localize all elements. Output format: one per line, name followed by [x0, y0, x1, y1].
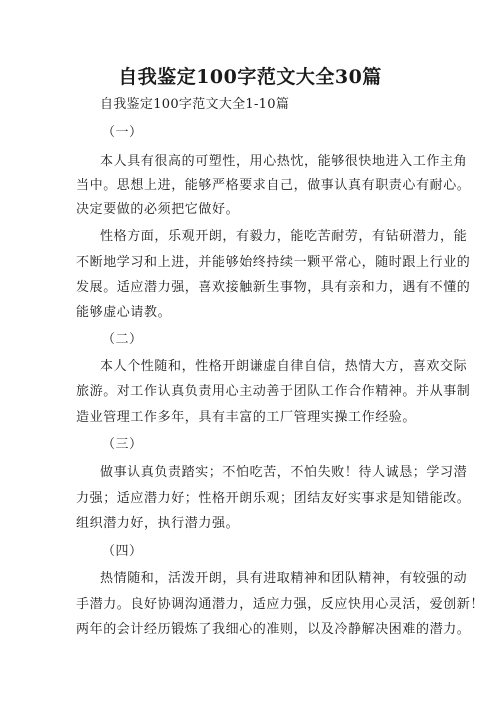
- paragraph-line: 两年的会计经历锻炼了我细心的准则，以及冷静解决困难的潜力。: [76, 622, 471, 637]
- document-title: 自我鉴定100字范文大全30篇: [118, 66, 382, 88]
- paragraph-line: 当中。思想上进，能够严格要求自己，做事认真有职责心有耐心。: [76, 178, 471, 193]
- paragraph-line: 能够虚心请教。: [76, 305, 172, 320]
- paragraph-line: 手潜力。良好协调沟通潜力，适应力强，反应快用心灵活，爱创新！: [76, 597, 485, 612]
- section-heading: （二）: [102, 332, 143, 347]
- paragraph-line: 本人具有很高的可塑性，用心热忱，能够很快地进入工作主角: [100, 154, 468, 169]
- document-subtitle: 自我鉴定100字范文大全1-10篇: [100, 97, 290, 112]
- section-heading: （四）: [102, 544, 143, 559]
- paragraph-line: 发展。适应潜力强，喜欢接触新生事物，具有亲和力，遇有不懂的: [76, 280, 471, 295]
- paragraph-line: 不断地学习和上进，并能够始终持续一颗平常心，随时跟上行业的: [76, 255, 471, 270]
- paragraph-line: 组织潜力好，执行潜力强。: [76, 516, 240, 531]
- paragraph-line: 造业管理工作多年，具有丰富的工厂管理实操工作经验。: [76, 410, 417, 425]
- paragraph-line: 旅游。对工作认真负责用心主动善于团队工作合作精神。并从事制: [76, 384, 471, 399]
- paragraph-line: 热情随和，活泼开朗，具有进取精神和团队精神，有较强的动: [100, 571, 468, 586]
- paragraph-line: 本人个性随和，性格开朗谦虚自律自信，热情大方，喜欢交际: [100, 359, 468, 374]
- paragraph-line: 力强；适应潜力好；性格开朗乐观；团结友好实事求是知错能改。: [76, 491, 471, 506]
- paragraph-line: 做事认真负责踏实；不怕吃苦，不怕失败！待人诚恳；学习潜: [100, 465, 468, 480]
- paragraph-line: 性格方面，乐观开朗，有毅力，能吃苦耐劳，有钻研潜力，能: [100, 229, 468, 244]
- section-heading: （一）: [102, 125, 143, 140]
- paragraph-line: 决定要做的必须把它做好。: [76, 202, 240, 217]
- section-heading: （三）: [102, 437, 143, 452]
